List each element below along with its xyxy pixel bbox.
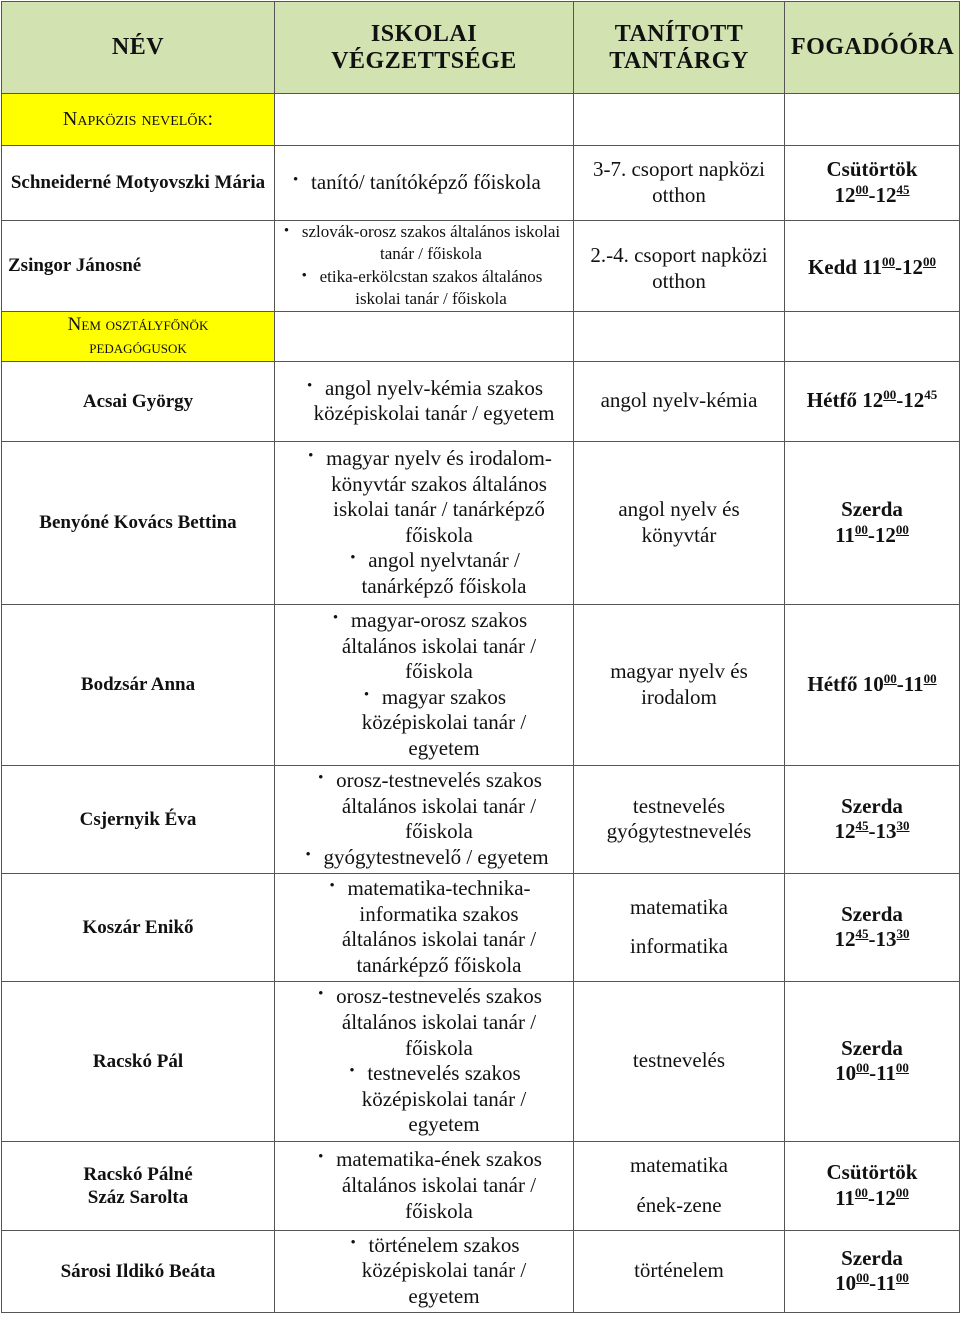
table-row [2, 441, 960, 604]
office-hours: Hétfő $10^{00}-11^{00}$ [785, 604, 960, 765]
header-hours: FOGADÓÓRA [785, 2, 960, 94]
subject-cell: testnevelés gyógytestnevelés [574, 765, 785, 873]
subject-cell: matematika informatika [574, 873, 785, 981]
table-row [2, 604, 960, 765]
teacher-name: Bodzsár Anna [2, 604, 275, 765]
section-title-napkozis: Napközis nevelők: [2, 94, 275, 146]
table-row [2, 1141, 960, 1230]
education-cell: • szlovák-orosz szakos általános iskolai tanár / főiskola • etika-erkölcstan szakos általános iskolai tanár / főiskola [275, 221, 574, 312]
teacher-name: Racskó Pál [2, 981, 275, 1141]
header-row [2, 2, 960, 94]
education-cell: • magyar nyelv és irodalom-könyvtár szakos általános iskolai tanár / tanárképző főiskola • angol nyelvtanár / tanárképző főiskola [275, 441, 574, 604]
header-subject: TANÍTOTT TANTÁRGY [574, 2, 785, 94]
office-hours: Szerda $12^{45}-13^{30}$ [785, 873, 960, 981]
table-row [2, 765, 960, 873]
table-row [2, 361, 960, 441]
office-hours: Szerda $11^{00}-12^{00}$ [785, 441, 960, 604]
office-hours: Szerda $10^{00}-11^{00}$ [785, 1230, 960, 1312]
subject-cell: matematika ének-zene [574, 1141, 785, 1230]
teacher-name: Racskó Pálné Száz Sarolta [2, 1141, 275, 1230]
section-row-nem-osztalyfonok [2, 311, 960, 361]
office-hours: Kedd $11^{00}-12^{00}$ [785, 221, 960, 312]
staff-table [1, 1, 960, 1313]
teacher-name: Koszár Enikő [2, 873, 275, 981]
subject-cell: testnevelés [574, 981, 785, 1141]
education-cell: • matematika-technika-informatika szakos általános iskolai tanár / tanárképző főiskola [275, 873, 574, 981]
teacher-name: Zsingor Jánosné [2, 221, 275, 312]
table-row [2, 981, 960, 1141]
table-row [2, 146, 960, 221]
office-hours: Csütörtök $12^{00}-12^{45}$ [785, 146, 960, 221]
subject-cell: angol nyelv-kémia [574, 361, 785, 441]
teacher-name: Csjernyik Éva [2, 765, 275, 873]
table-row [2, 873, 960, 981]
subject-cell: 2.-4. csoport napközi otthon [574, 221, 785, 312]
education-cell: • orosz-testnevelés szakos általános iskolai tanár / főiskola • testnevelés szakos középiskolai tanár / egyetem [275, 981, 574, 1141]
subject-cell: 3-7. csoport napközi otthon [574, 146, 785, 221]
header-name: NÉV [2, 2, 275, 94]
section-title-nem-osztalyfonok: Nem osztályfőnök pedagógusok [2, 311, 275, 361]
office-hours: Szerda $10^{00}-11^{00}$ [785, 981, 960, 1141]
teacher-name: Schneiderné Motyovszki Mária [2, 146, 275, 221]
table-row [2, 221, 960, 312]
office-hours: Szerda $12^{45}-13^{30}$ [785, 765, 960, 873]
education-cell: • angol nyelv-kémia szakos középiskolai tanár / egyetem [275, 361, 574, 441]
teacher-name: Acsai György [2, 361, 275, 441]
office-hours: Hétfő $12^{00}-12^{45}$ [785, 361, 960, 441]
education-cell: • magyar-orosz szakos általános iskolai tanár / főiskola • magyar szakos középiskolai tanár / egyetem [275, 604, 574, 765]
subject-cell: angol nyelv és könyvtár [574, 441, 785, 604]
teacher-name: Sárosi Ildikó Beáta [2, 1230, 275, 1312]
section-row-napkozis [2, 94, 960, 146]
education-cell: • történelem szakos középiskolai tanár / egyetem [275, 1230, 574, 1312]
education-cell: • tanító/ tanítóképző főiskola [275, 146, 574, 221]
office-hours: Csütörtök $11^{00}-12^{00}$ [785, 1141, 960, 1230]
education-cell: • orosz-testnevelés szakos általános iskolai tanár / főiskola • gyógytestnevelő / egyetem [275, 765, 574, 873]
table-row [2, 1230, 960, 1312]
education-cell: • matematika-ének szakos általános iskolai tanár / főiskola [275, 1141, 574, 1230]
teacher-name: Benyóné Kovács Bettina [2, 441, 275, 604]
subject-cell: magyar nyelv és irodalom [574, 604, 785, 765]
header-education: ISKOLAI VÉGZETTSÉGE [275, 2, 574, 94]
subject-cell: történelem [574, 1230, 785, 1312]
